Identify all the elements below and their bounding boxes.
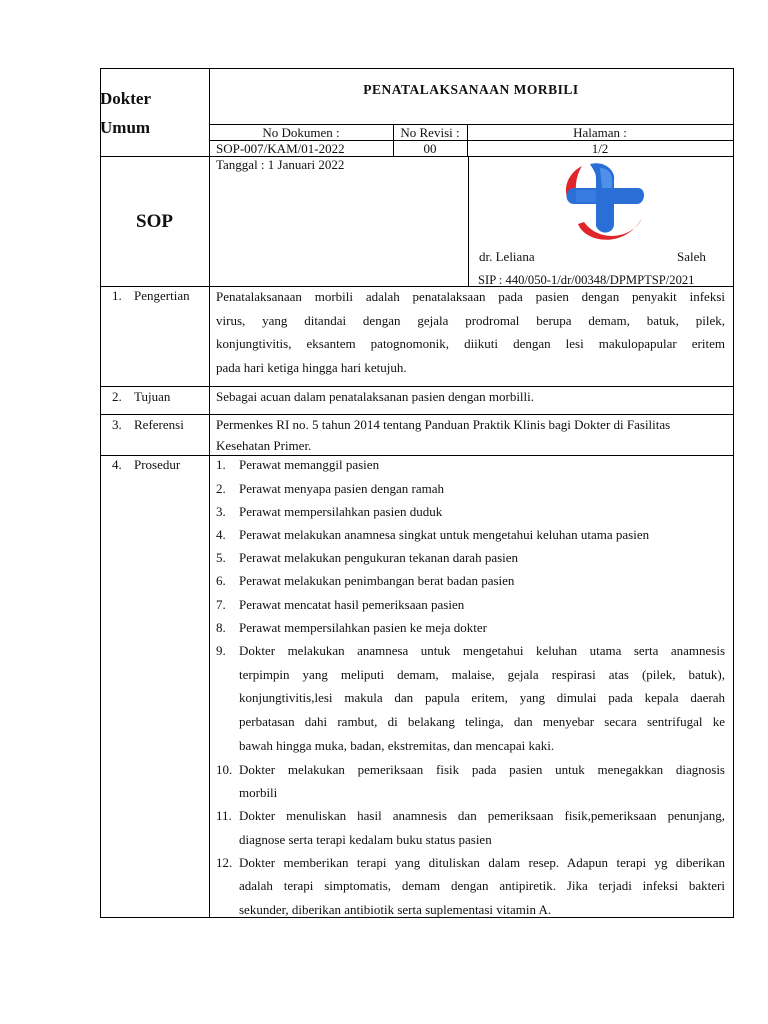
section-divider-2 (100, 386, 734, 387)
pengertian-line: konjungtivitis, eksantem patognomonik, diikuti dengan lesi makulopapular eritem (216, 336, 725, 351)
prosedur-step-text: diagnose serta terapi kedalam buku status pasien (239, 832, 492, 847)
signer-first-name: dr. Leliana (479, 249, 535, 264)
section-number-tujuan: 2. (112, 389, 122, 404)
prosedur-step-text: Perawat melakukan pengukuran tekanan darah pasien (239, 550, 519, 565)
prosedur-step-text: Perawat memanggil pasien (239, 457, 380, 472)
pengertian-line: Penatalaksanaan morbili adalah penatalaksaan pada pasien dengan penyakit infeksi (216, 289, 725, 304)
prosedur-step-number: 3. (216, 504, 226, 519)
referensi-line: Kesehatan Primer. (216, 438, 312, 453)
prosedur-step-text: Dokter melakukan pemeriksaan fisik pada pasien untuk menegakkan diagnosis (239, 762, 725, 777)
prosedur-step-text: sekunder, diberikan antibiotik serta suplementasi vitamin A. (239, 902, 552, 917)
prosedur-step-text: morbili (239, 785, 278, 800)
section-label-prosedur: Prosedur (134, 457, 181, 472)
prosedur-step-number: 11. (216, 808, 232, 823)
prosedur-step-number: 2. (216, 481, 226, 496)
clinic-cross-logo-icon (556, 158, 646, 244)
pengertian-line: virus, yang ditandai dengan gejala prodromal berupa demam, batuk, pilek, (216, 313, 725, 328)
prosedur-step-number: 4. (216, 527, 226, 542)
section-number-pengertian: 1. (112, 288, 122, 303)
prosedur-step-number: 10. (216, 762, 233, 777)
prosedur-step-text: adalah terapi simptomatis, demam dengan antipiretik. Jika terjadi infeksi bakteri (239, 878, 725, 893)
page-label: Halaman : (573, 125, 627, 140)
section-divider-4 (100, 455, 734, 456)
page-value: 1/2 (591, 141, 609, 156)
doc-number-value: SOP-007/KAM/01-2022 (216, 141, 345, 156)
prosedur-step-text: Dokter melakukan anamnesa untuk mengetahui keluhan utama serta anamnesis (239, 643, 725, 658)
referensi-line: Permenkes RI no. 5 tahun 2014 tentang Panduan Praktik Klinis bagi Dokter di Fasilitas (216, 417, 671, 432)
unit-name-line-2: Umum (100, 118, 151, 137)
document-title: PENATALAKSANAAN MORBILI (363, 82, 579, 97)
prosedur-step-number: 7. (216, 597, 226, 612)
doc-number-label: No Dokumen : (262, 125, 340, 140)
prosedur-step-number: 9. (216, 643, 226, 658)
pengertian-line: pada hari ketiga hingga hari ketujuh. (216, 360, 407, 375)
tujuan-text: Sebagai acuan dalam penatalaksanan pasien dengan morbilli. (216, 389, 535, 404)
table-border-left (100, 68, 101, 918)
signer-sip-number: SIP : 440/050-1/dr/00348/DPMPTSP/2021 (478, 273, 695, 287)
section-label-pengertian: Pengertian (134, 288, 190, 303)
sop-label: SOP (136, 211, 173, 232)
prosedur-step-text: bawah hingga muka, badan, ekstremitas, dan mencapai kaki. (239, 738, 555, 753)
table-border-right (733, 68, 734, 918)
unit-name-line-1: Dokter (100, 89, 151, 108)
prosedur-step-number: 12. (216, 855, 233, 870)
prosedur-step-text: Perawat melakukan anamnesa singkat untuk mengetahui keluhan utama pasien (239, 527, 650, 542)
prosedur-step-text: konjungtivitis,lesi makula dan papula eritem, yang dimulai pada kepala daerah (239, 690, 725, 705)
section-divider-3 (100, 414, 734, 415)
prosedur-step-text: Perawat mempersilahkan pasien ke meja dokter (239, 620, 487, 635)
prosedur-step-text: terpimpin yang meliputi demam, malaise, gejala respirasi atas (pilek, batuk), (239, 667, 725, 682)
signer-col-divider (468, 156, 469, 287)
prosedur-step-number: 6. (216, 573, 226, 588)
prosedur-step-text: Dokter menuliskan hasil anamnesis dan pemeriksaan fisik,pemeriksaan penunjang, (239, 808, 725, 823)
prosedur-step-text: perbatasan dahi rambut, di belakang telinga, dan menyebar secara sentrifugal ke (239, 714, 725, 729)
issue-date: Tanggal : 1 Januari 2022 (216, 157, 345, 172)
signer-last-name: Saleh (677, 249, 706, 264)
revision-value: 00 (423, 141, 437, 156)
section-number-referensi: 3. (112, 417, 122, 432)
prosedur-step-text: Perawat mempersilahkan pasien duduk (239, 504, 443, 519)
table-border-top (100, 68, 734, 69)
prosedur-step-text: Dokter memberikan terapi yang dituliskan dalam resep. Adapun terapi yg diberikan (239, 855, 725, 870)
section-label-tujuan: Tujuan (134, 389, 171, 404)
section-number-prosedur: 4. (112, 457, 122, 472)
prosedur-step-number: 8. (216, 620, 226, 635)
prosedur-step-number: 1. (216, 457, 226, 472)
revision-label: No Revisi : (400, 125, 460, 140)
prosedur-step-text: Perawat mencatat hasil pemeriksaan pasien (239, 597, 465, 612)
section-label-referensi: Referensi (134, 417, 184, 432)
table-column-divider (209, 68, 210, 918)
prosedur-step-text: Perawat melakukan penimbangan berat badan pasien (239, 573, 515, 588)
prosedur-step-number: 5. (216, 550, 226, 565)
prosedur-step-text: Perawat menyapa pasien dengan ramah (239, 481, 445, 496)
